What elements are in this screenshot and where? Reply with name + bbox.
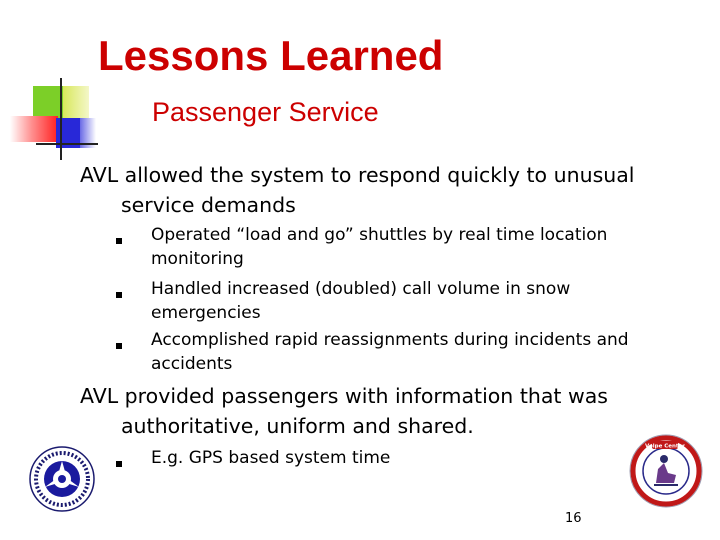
volpe-center-seal-icon (628, 433, 704, 509)
sub-bullet-1-1-line2: monitoring (151, 249, 244, 269)
square-bullet-icon (116, 292, 122, 298)
decorative-red-block (10, 116, 58, 142)
bullet-2-line2: authoritative, uniform and shared. (121, 414, 474, 438)
sub-bullet-1-2 (151, 277, 661, 325)
square-bullet-icon (116, 461, 122, 467)
sub-bullet-1-2-line2: emergencies (151, 303, 261, 323)
sub-bullet-1-1-line1: Operated “load and go” shuttles by real time location (151, 225, 608, 245)
sub-bullet-1-2-line1: Handled increased (doubled) call volume in snow (151, 279, 571, 299)
decorative-vertical-line (60, 78, 62, 160)
volpe-center-text: Volpe Center (645, 443, 685, 450)
bullet-1-line1: AVL allowed the system to respond quickly to unusual (80, 163, 635, 187)
sub-bullet-1-3 (151, 328, 661, 376)
dot-seal-icon (28, 445, 96, 513)
square-bullet-icon (116, 238, 122, 244)
decorative-yellow-block (63, 86, 89, 118)
sub-bullet-1-3-line2: accidents (151, 354, 233, 374)
decorative-green-block (33, 86, 63, 118)
slide-subtitle: Passenger Service (152, 97, 379, 127)
sub-bullet-2-1 (151, 446, 661, 470)
sub-bullet-1-1 (151, 223, 661, 271)
slide-title: Lessons Learned (98, 32, 444, 79)
bullet-2 (80, 381, 680, 441)
bullet-1-line2: service demands (121, 193, 296, 217)
sub-bullet-1-3-line1: Accomplished rapid reassignments during incidents and (151, 330, 629, 350)
decorative-horizontal-line (36, 143, 98, 145)
bullet-2-line1: AVL provided passengers with information that was (80, 384, 608, 408)
sub-bullet-2-1-line1: E.g. GPS based system time (151, 448, 391, 468)
page-number: 16 (565, 511, 582, 526)
bullet-1 (80, 160, 680, 220)
square-bullet-icon (116, 343, 122, 349)
